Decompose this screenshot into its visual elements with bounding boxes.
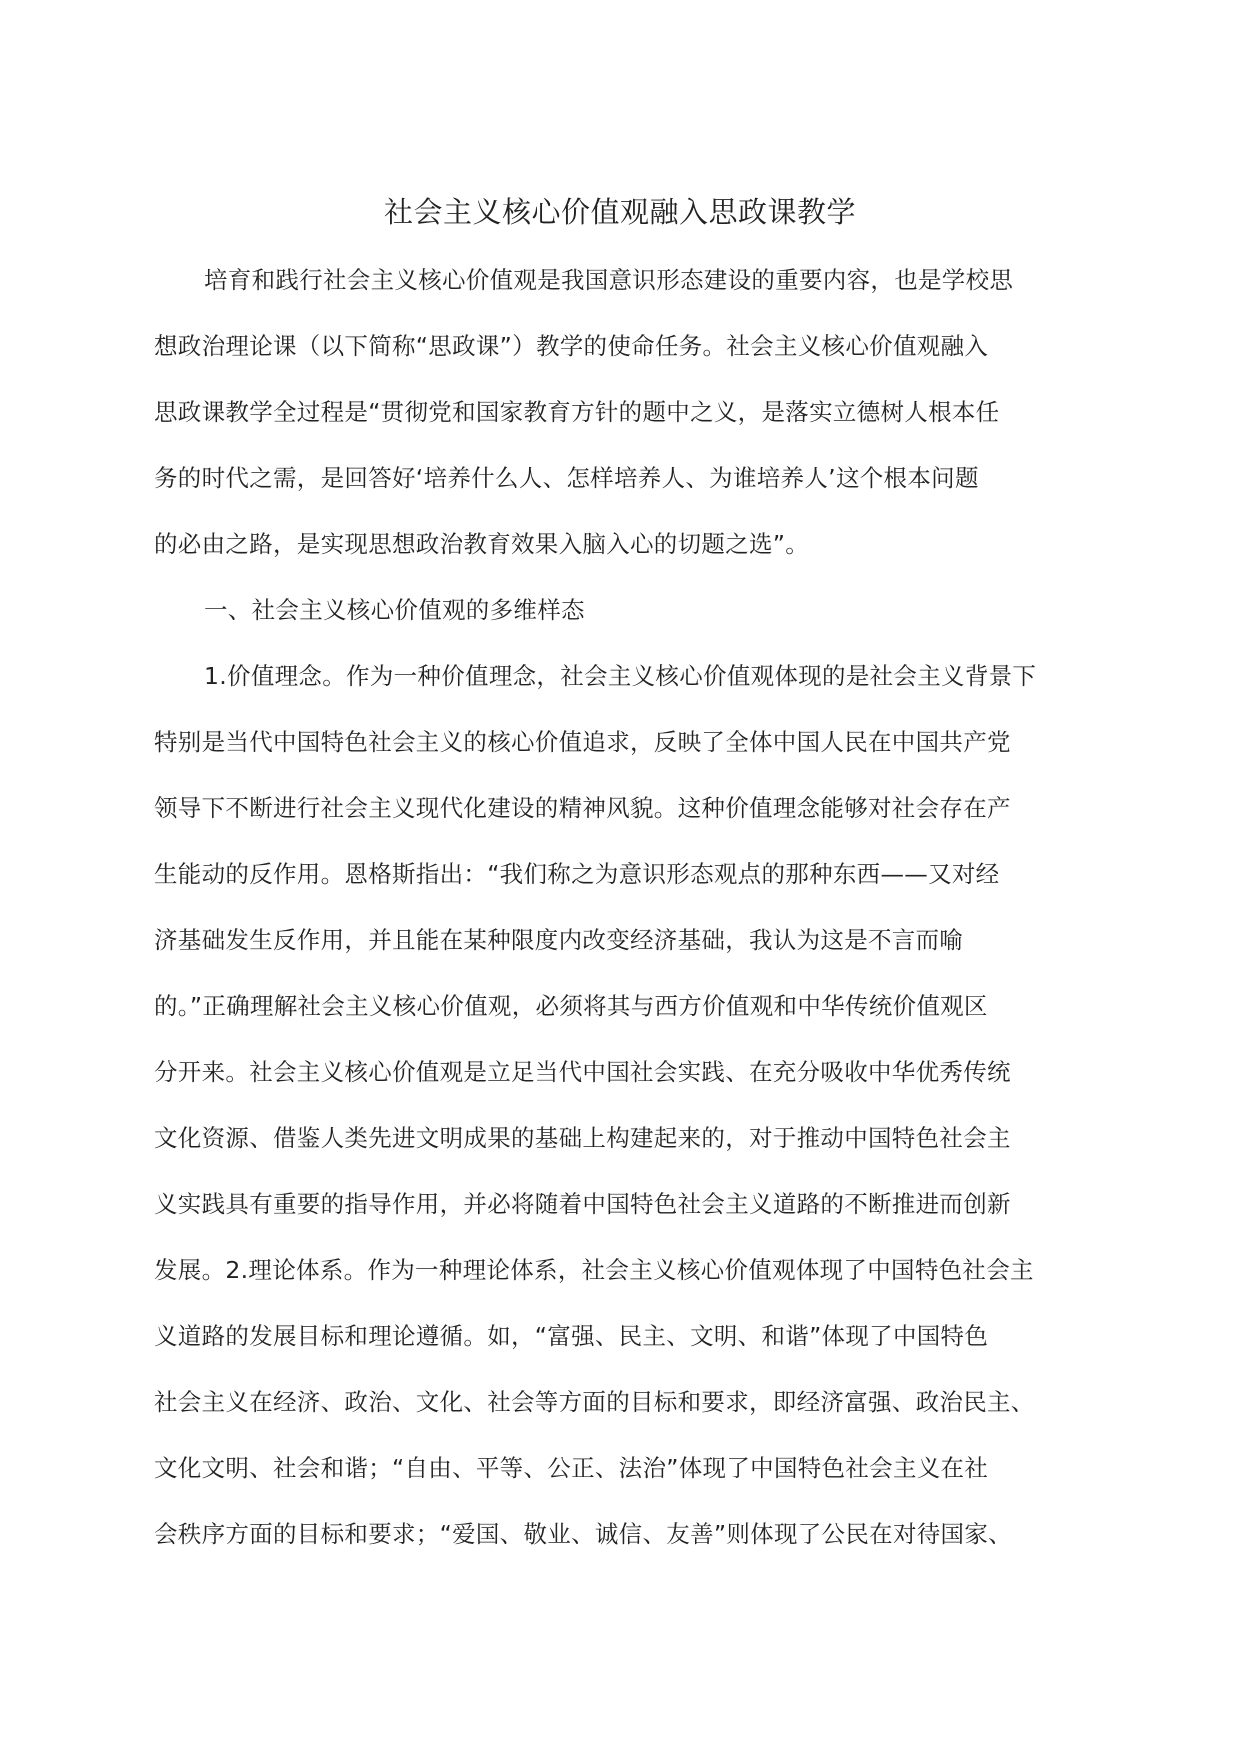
- paragraph-line: 文化资源、借鉴人类先进文明成果的基础上构建起来的，对于推动中国特色社会主: [154, 1124, 1011, 1152]
- paragraph-line: 领导下不断进行社会主义现代化建设的精神风貌。这种价值理念能够对社会存在产: [154, 794, 1011, 822]
- paragraph-line: 务的时代之需，是回答好‘培养什么人、怎样培养人、为谁培养人’这个根本问题: [154, 464, 979, 492]
- paragraph-line: 分开来。社会主义核心价值观是立足当代中国社会实践、在充分吸收中华优秀传统: [154, 1058, 1011, 1086]
- section-heading: 一、社会主义核心价值观的多维样态: [204, 596, 585, 624]
- paragraph-line: 义实践具有重要的指导作用，并必将随着中国特色社会主义道路的不断推进而创新: [154, 1190, 1011, 1218]
- paragraph-line: 1.价值理念。作为一种价值理念，社会主义核心价值观体现的是社会主义背景下: [204, 662, 1037, 690]
- paragraph-line: 社会主义在经济、政治、文化、社会等方面的目标和要求，即经济富强、政治民主、: [154, 1388, 1035, 1416]
- paragraph-line: 文化文明、社会和谐；“自由、平等、公正、法治”体现了中国特色社会主义在社: [154, 1454, 989, 1482]
- paragraph-line: 特别是当代中国特色社会主义的核心价值追求，反映了全体中国人民在中国共产党: [154, 728, 1011, 756]
- paragraph-line: 的必由之路，是实现思想政治教育效果入脑入心的切题之选”。: [154, 530, 810, 558]
- paragraph-line: 思政课教学全过程是“贯彻党和国家教育方针的题中之义，是落实立德树人根本任: [154, 398, 1000, 426]
- paragraph-line: 会秩序方面的目标和要求；“爱国、敬业、诚信、友善”则体现了公民在对待国家、: [154, 1520, 1012, 1548]
- paragraph-line: 的。”正确理解社会主义核心价值观，必须将其与西方价值观和中华传统价值观区: [154, 992, 988, 1020]
- paragraph-line: 生能动的反作用。恩格斯指出：“我们称之为意识形态观点的那种东西——又对经: [154, 860, 1000, 888]
- paragraph-line: 发展。2.理论体系。作为一种理论体系，社会主义核心价值观体现了中国特色社会主: [154, 1256, 1034, 1284]
- paragraph-line: 济基础发生反作用，并且能在某种限度内改变经济基础，我认为这是不言而喻: [154, 926, 964, 954]
- paragraph-line: 义道路的发展目标和理论遵循。如，“富强、民主、文明、和谐”体现了中国特色: [154, 1322, 989, 1350]
- document-title: 社会主义核心价值观融入思政课教学: [383, 195, 856, 229]
- paragraph-line: 培育和践行社会主义核心价值观是我国意识形态建设的重要内容，也是学校思: [204, 266, 1014, 294]
- paragraph-line: 想政治理论课（以下简称“思政课”）教学的使命任务。社会主义核心价值观融入: [154, 332, 989, 360]
